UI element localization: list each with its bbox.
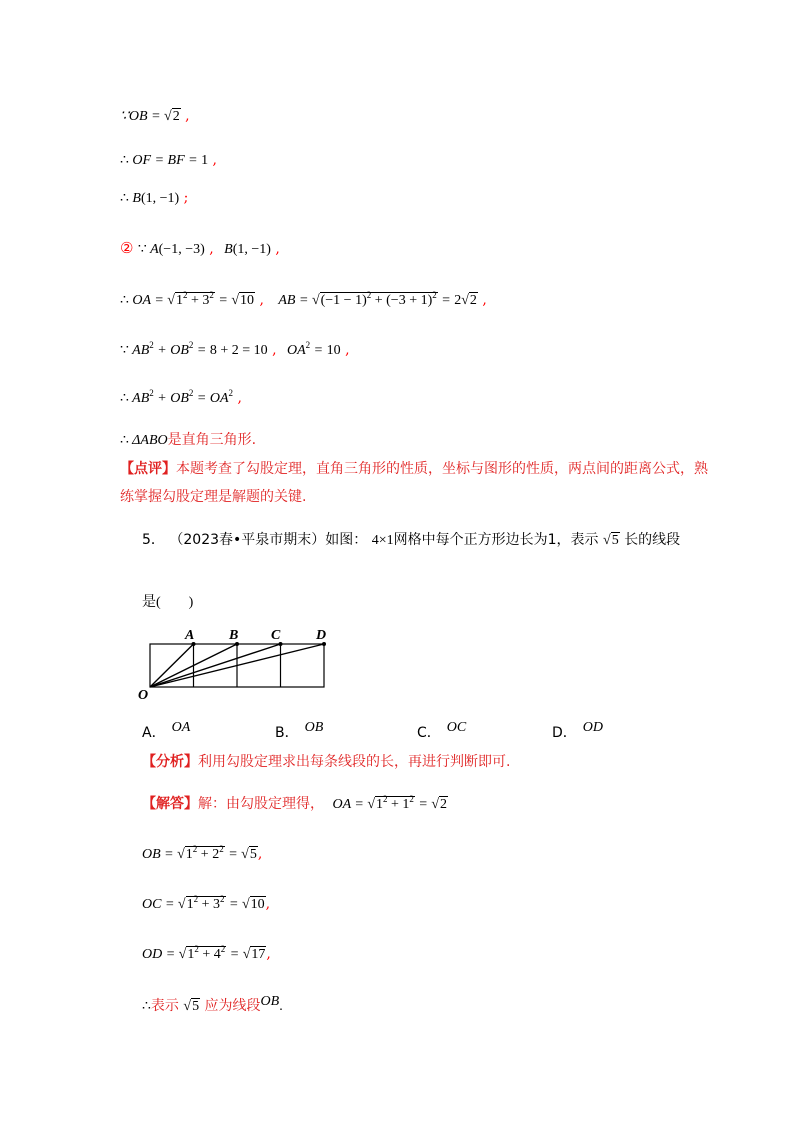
question-stem-end: [142, 592, 193, 613]
grid-figure: [130, 622, 340, 702]
period: .: [279, 999, 283, 1014]
step-of-bf: ∴ OF = BF = 1 ,: [120, 152, 217, 168]
option-letter: A．: [142, 725, 166, 741]
question-stem-b: 网格中每个正方形边长为1，表示: [393, 532, 599, 548]
answer-line: 【解答】解：由勾股定理得， OA = $√1^2 + 1^2 = √2$: [142, 794, 448, 812]
sqrt-five: 5: [611, 533, 619, 548]
circled-two-marker: ②: [120, 239, 134, 257]
option-letter: B．: [275, 725, 299, 741]
question-stem-c: 长的线段: [624, 532, 681, 548]
separator: ,: [259, 292, 264, 308]
label-o: O: [138, 688, 149, 702]
option-value: OC: [446, 720, 467, 735]
equation-ob: OB = $√1^2 + 2^2 = √5$,: [142, 844, 263, 862]
question-source: （2023春•平泉市期末）: [169, 532, 326, 548]
option-b[interactable]: [275, 722, 323, 742]
analysis-text: 利用勾股定理求出每条线段的长，再进行判断即可.: [198, 754, 511, 770]
label-b: B: [229, 628, 239, 643]
option-d[interactable]: [552, 722, 603, 742]
answer-segment: OB: [260, 994, 280, 1009]
option-letter: D．: [552, 725, 577, 741]
answer-text: 解：由勾股定理得，: [198, 796, 324, 812]
punct: ,: [345, 342, 350, 358]
grid-size: 4×1: [371, 533, 394, 548]
conclusion-text-b: 应为线段: [204, 998, 261, 1014]
equation-od: OD = $√1^2 + 4^2 = √17$,: [142, 944, 271, 962]
conclusion-text-a: 表示: [150, 998, 179, 1014]
punct: ,: [275, 241, 280, 257]
analysis-tag: 【分析】: [142, 754, 198, 770]
question-stem-a: 如图：: [325, 532, 368, 548]
answer-tag: 【解答】: [142, 796, 198, 812]
step-sum-squares: ∵ $AB^2 + OB^2 = 8 + 2 = 10$ , $OA^2 = 10$ ,: [120, 340, 350, 358]
comment-text: 本题考查了勾股定理，直角三角形的性质，坐标与图形的性质，两点间的距离公式，熟练掌握勾股定理是解题的关键.: [120, 461, 708, 505]
step-coords: ② ∵ A(−1, −3) , B(1, −1) ,: [120, 239, 280, 257]
separator: ,: [272, 342, 277, 358]
comment-paragraph: [120, 455, 710, 511]
answer-paren: ( ): [156, 595, 194, 610]
punct: ,: [212, 152, 217, 168]
question-number: 5．: [142, 532, 165, 548]
step-ob: ∵OB = √2 ,: [120, 108, 190, 124]
option-value: OD: [582, 720, 604, 735]
option-c[interactable]: [417, 722, 466, 742]
label-c: C: [271, 628, 281, 643]
analysis-line: [142, 752, 510, 772]
question-stem-d: 是: [142, 594, 156, 610]
punct: ,: [185, 108, 190, 124]
punct: ,: [237, 390, 242, 406]
step-conclusion: ∴ ΔABO是直角三角形.: [120, 432, 257, 448]
punct: ,: [482, 292, 487, 308]
comment-tag: 【点评】: [120, 461, 176, 477]
conclusion-text: 是直角三角形.: [167, 432, 257, 448]
final-conclusion: ∴表示 √5 应为线段OB.: [142, 994, 283, 1014]
question-stem: 5． （2023春•平泉市期末）如图： 4×1网格中每个正方形边长为1，表示 √5 长的线段: [142, 532, 681, 548]
punct: ;: [183, 190, 189, 206]
separator: ,: [209, 241, 214, 257]
option-value: OA: [171, 720, 191, 735]
step-b-coord: ∴ B(1, −1) ;: [120, 190, 189, 206]
label-d: D: [316, 628, 327, 643]
step-distances: ∴ OA = $√1^2 + 3^2 = √10$ , AB = $√(-1 - 1)^2 + (-3 + 1)^2 = 2√2$ ,: [120, 290, 487, 308]
label-a: A: [185, 628, 195, 643]
option-value: OB: [304, 720, 324, 735]
segment-oc: [150, 644, 281, 687]
step-pythagoras: ∴ $AB^2 + OB^2 = OA^2$ ,: [120, 388, 242, 406]
therefore-symbol: ∴: [142, 999, 151, 1014]
equation-oc: OC = $√1^2 + 3^2 = √10$,: [142, 894, 271, 912]
option-a[interactable]: [142, 722, 190, 742]
option-letter: C．: [417, 725, 441, 741]
